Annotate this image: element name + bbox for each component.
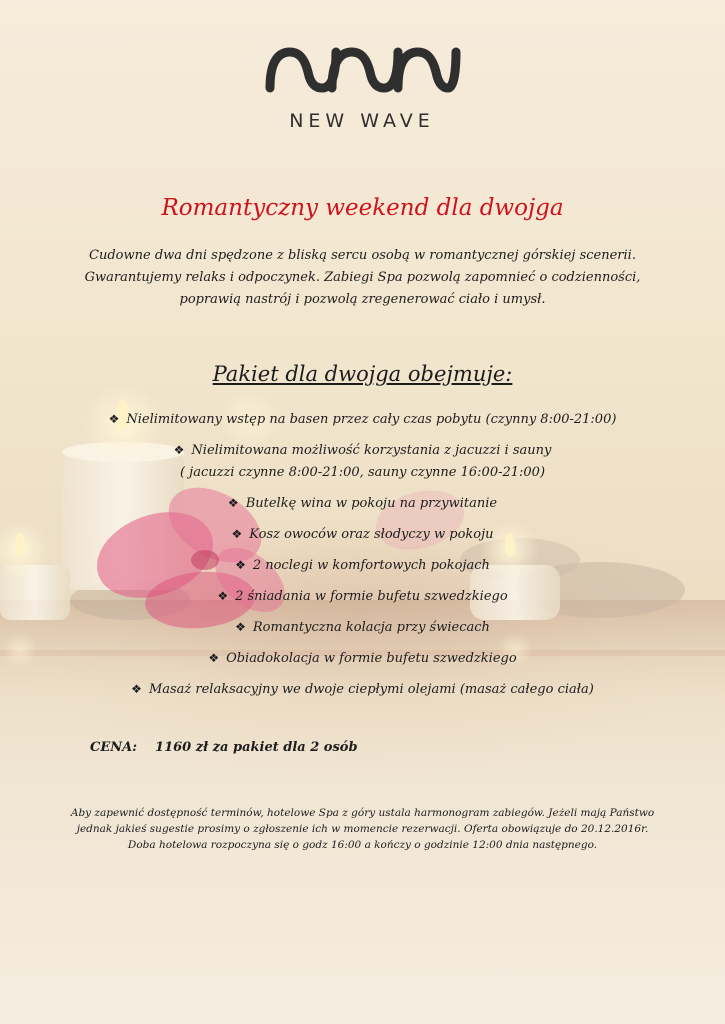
- package-item: ❖ Butelkę wina w pokoju na przywitanie: [227, 496, 498, 511]
- package-item: ❖ Romantyczna kolacja przy świecach: [235, 620, 490, 635]
- diamond-bullet-icon: ❖: [231, 527, 243, 541]
- package-item: ❖ Kosz owoców oraz słodyczy w pokoju: [231, 527, 494, 542]
- diamond-bullet-icon: ❖: [227, 496, 239, 510]
- package-item: ❖ Nielimitowana możliwość korzystania z jacuzzi i sauny: [173, 443, 552, 458]
- diamond-bullet-icon: ❖: [217, 589, 229, 603]
- package-heading: Pakiet dla dwojga obejmuje:: [212, 362, 513, 386]
- diamond-bullet-icon: ❖: [173, 443, 185, 457]
- diamond-bullet-icon: ❖: [108, 412, 120, 426]
- package-item-note: ( jacuzzi czynne 8:00-21:00, sauny czynne 16:00-21:00): [179, 465, 546, 480]
- offer-intro: Cudowne dwa dni spędzone z bliską sercu osobą w romantycznej górskiej scenerii. Gwarantujemy relaks i odpoczynek. Zabiegi Spa pozwolą zapomnieć o codzienności, poprawią nastrój i pozwolą zregenerować ciało i umysł.: [84, 248, 641, 307]
- package-item: ❖ Masaż relaksacyjny we dwoje ciepłymi olejami (masaż całego ciała): [131, 682, 594, 697]
- diamond-bullet-icon: ❖: [235, 620, 246, 634]
- diamond-bullet-icon: ❖: [208, 651, 220, 665]
- price-label: CENA:: [90, 740, 138, 755]
- package-item: ❖ 2 noclegi w komfortowych pokojach: [235, 558, 490, 573]
- price-line: [90, 740, 358, 755]
- package-items-list: [0, 408, 725, 709]
- diamond-bullet-icon: ❖: [235, 558, 246, 572]
- price-value: 1160 zł za pakiet dla 2 osób: [155, 740, 358, 755]
- brand-logo: [262, 40, 462, 140]
- terms-note: Aby zapewnić dostępność terminów, hotelowe Spa z góry ustala harmonogram zabiegów. Jeżeli mają Państwo jednak jakieś sugestie prosimy o zgłoszenie ich w momencie rezerwacji. Oferta obowiązuje do 20.12.2016r. Doba hotelowa rozpoczyna się o godz 16:00 a kończy o godzinie 12:00 dnia następnego.: [70, 807, 655, 851]
- diamond-bullet-icon: ❖: [131, 682, 142, 696]
- package-item: ❖ Obiadokolacja w formie bufetu szwedzkiego: [208, 651, 517, 666]
- package-item: ❖ Nielimitowany wstęp na basen przez cały czas pobytu (czynny 8:00-21:00): [108, 412, 617, 427]
- package-item: ❖ 2 śniadania w formie bufetu szwedzkiego: [217, 589, 508, 604]
- brand-name: NEW WAVE: [289, 110, 435, 132]
- offer-title: Romantyczny weekend dla dwojga: [161, 195, 564, 221]
- wave-logo-icon: [262, 40, 462, 100]
